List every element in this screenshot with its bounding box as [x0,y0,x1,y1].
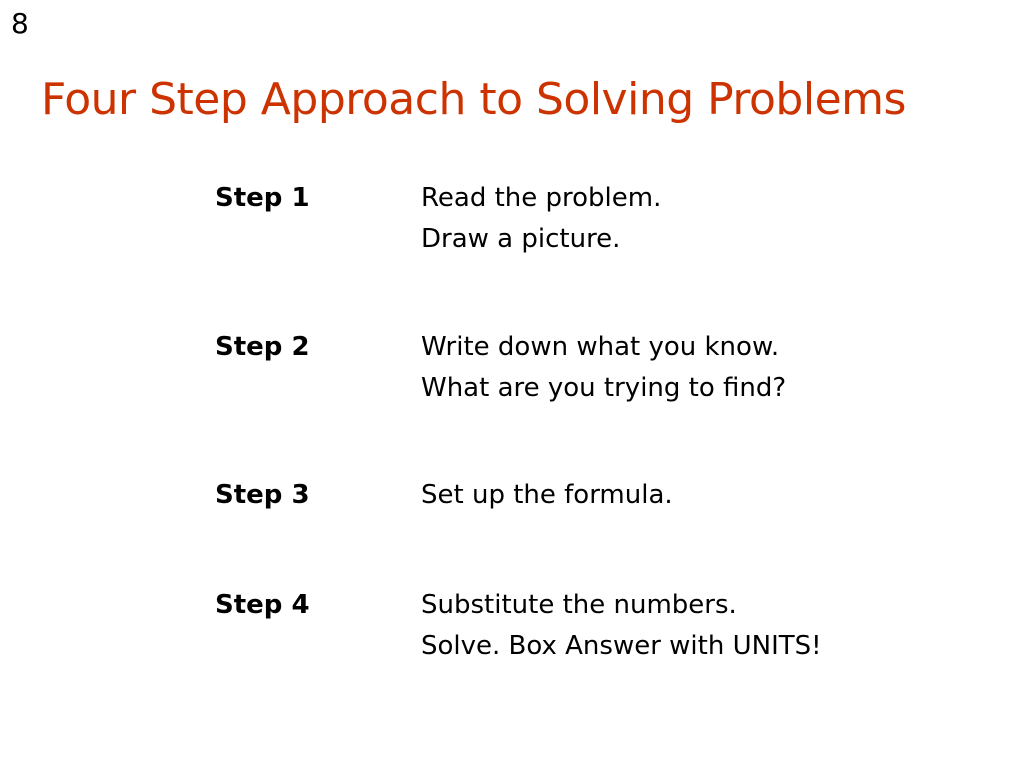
step-line: Draw a picture. [421,224,621,254]
step-description [421,178,661,260]
step-label: Step 1 [215,183,310,213]
slide-number: 8 [11,7,29,40]
step-line: Solve. Box Answer with UNITS! [421,631,822,661]
step-line: Write down what you know. [421,332,780,362]
step-description [421,327,786,409]
step-label: Step 2 [215,332,310,362]
slide-title: Four Step Approach to Solving Problems [41,74,906,125]
step-label: Step 4 [215,590,310,620]
step-label: Step 3 [215,480,310,510]
step-line: Read the problem. [421,183,662,213]
step-line: What are you trying to find? [421,373,787,403]
step-description [421,585,822,667]
step-line: Set up the formula. [421,480,673,510]
step-description [421,475,673,516]
step-line: Substitute the numbers. [421,590,737,620]
